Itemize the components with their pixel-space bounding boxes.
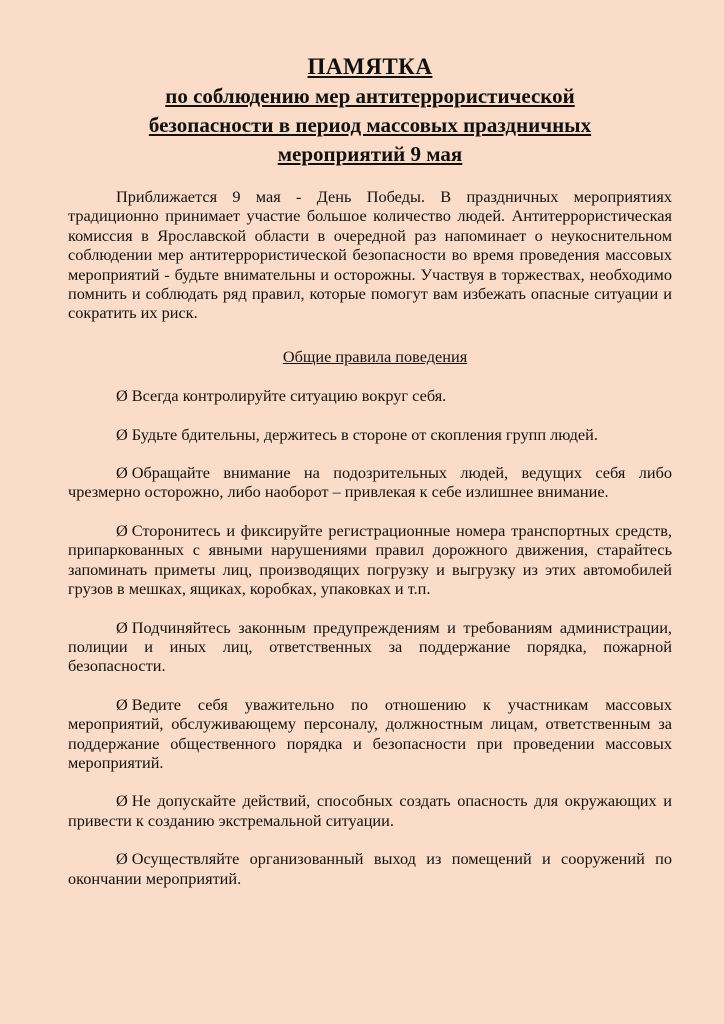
rule-text: Осуществляйте организованный выход из помещений и сооружений по окончании мероприятий. <box>68 849 672 888</box>
bullet-icon: Ø <box>116 520 128 540</box>
bullet-icon: Ø <box>116 849 128 869</box>
rule-item <box>68 521 672 599</box>
rules-list <box>68 386 672 888</box>
rule-item <box>68 386 672 405</box>
bullet-icon: Ø <box>116 791 128 811</box>
rule-text: Будьте бдительны, держитесь в стороне от скопления групп людей. <box>131 424 598 444</box>
rule-text: Сторонитесь и фиксируйте регистрационные номера транспортных средств, припаркованных с явными нарушениями правил дорожного движения, старайтесь запоминать приметы лиц, производящих погрузку и выгрузку из этих автомобилей грузов в мешках, ящиках, коробках, упаковках и т.п. <box>68 520 672 599</box>
rule-item <box>68 463 672 502</box>
title-main: ПАМЯТКА <box>307 54 433 79</box>
title-line-1: по соблюдению мер антитеррористической <box>165 84 575 108</box>
rule-item <box>68 849 672 888</box>
rule-text: Подчиняйтесь законным предупреждениям и требованиям администрации, полиции и иных лиц, ответственных за поддержание порядка, пожарной безопасности. <box>68 617 672 676</box>
intro-paragraph: Приближается 9 мая - День Победы. В праздничных мероприятиях традиционно принимает участие большое количество людей. Антитеррористическая комиссия в Ярославской области в очередной раз напоминает о неукоснительном соблюдении мер антитеррористической безопасности во время проведения массовых мероприятий - будьте внимательны и осторожны. Участвуя в торжествах, необходимо помнить и соблюдать ряд правил, которые помогут вам избежать опасные ситуации и сократить их риск. <box>68 187 672 323</box>
bullet-icon: Ø <box>116 386 128 406</box>
bullet-icon: Ø <box>116 463 128 483</box>
memo-title <box>68 52 672 169</box>
title-line-3: мероприятий 9 мая <box>277 142 463 166</box>
section-heading: Общие правила поведения <box>282 346 468 366</box>
rule-item <box>68 425 672 444</box>
rule-text: Ведите себя уважительно по отношению к участникам массовых мероприятий, обслуживающему персоналу, должностным лицам, ответственным за поддержание общественного порядка и безопасности при проведении массовых мероприятий. <box>68 694 672 772</box>
rule-text: Не допускайте действий, способных создать опасность для окружающих и привести к созданию экстремальной ситуации. <box>68 791 672 830</box>
rule-text: Обращайте внимание на подозрительных людей, ведущих себя либо чрезмерно осторожно, либо наоборот – привлекая к себе излишнее внимание. <box>68 463 672 502</box>
title-line-2: безопасности в период массовых праздничных <box>148 113 592 137</box>
bullet-icon: Ø <box>116 617 128 637</box>
rule-item <box>68 791 672 830</box>
bullet-icon: Ø <box>116 694 128 714</box>
rule-item <box>68 695 672 773</box>
rule-text: Всегда контролируйте ситуацию вокруг себя. <box>131 386 447 406</box>
rule-item <box>68 618 672 676</box>
bullet-icon: Ø <box>116 424 128 444</box>
